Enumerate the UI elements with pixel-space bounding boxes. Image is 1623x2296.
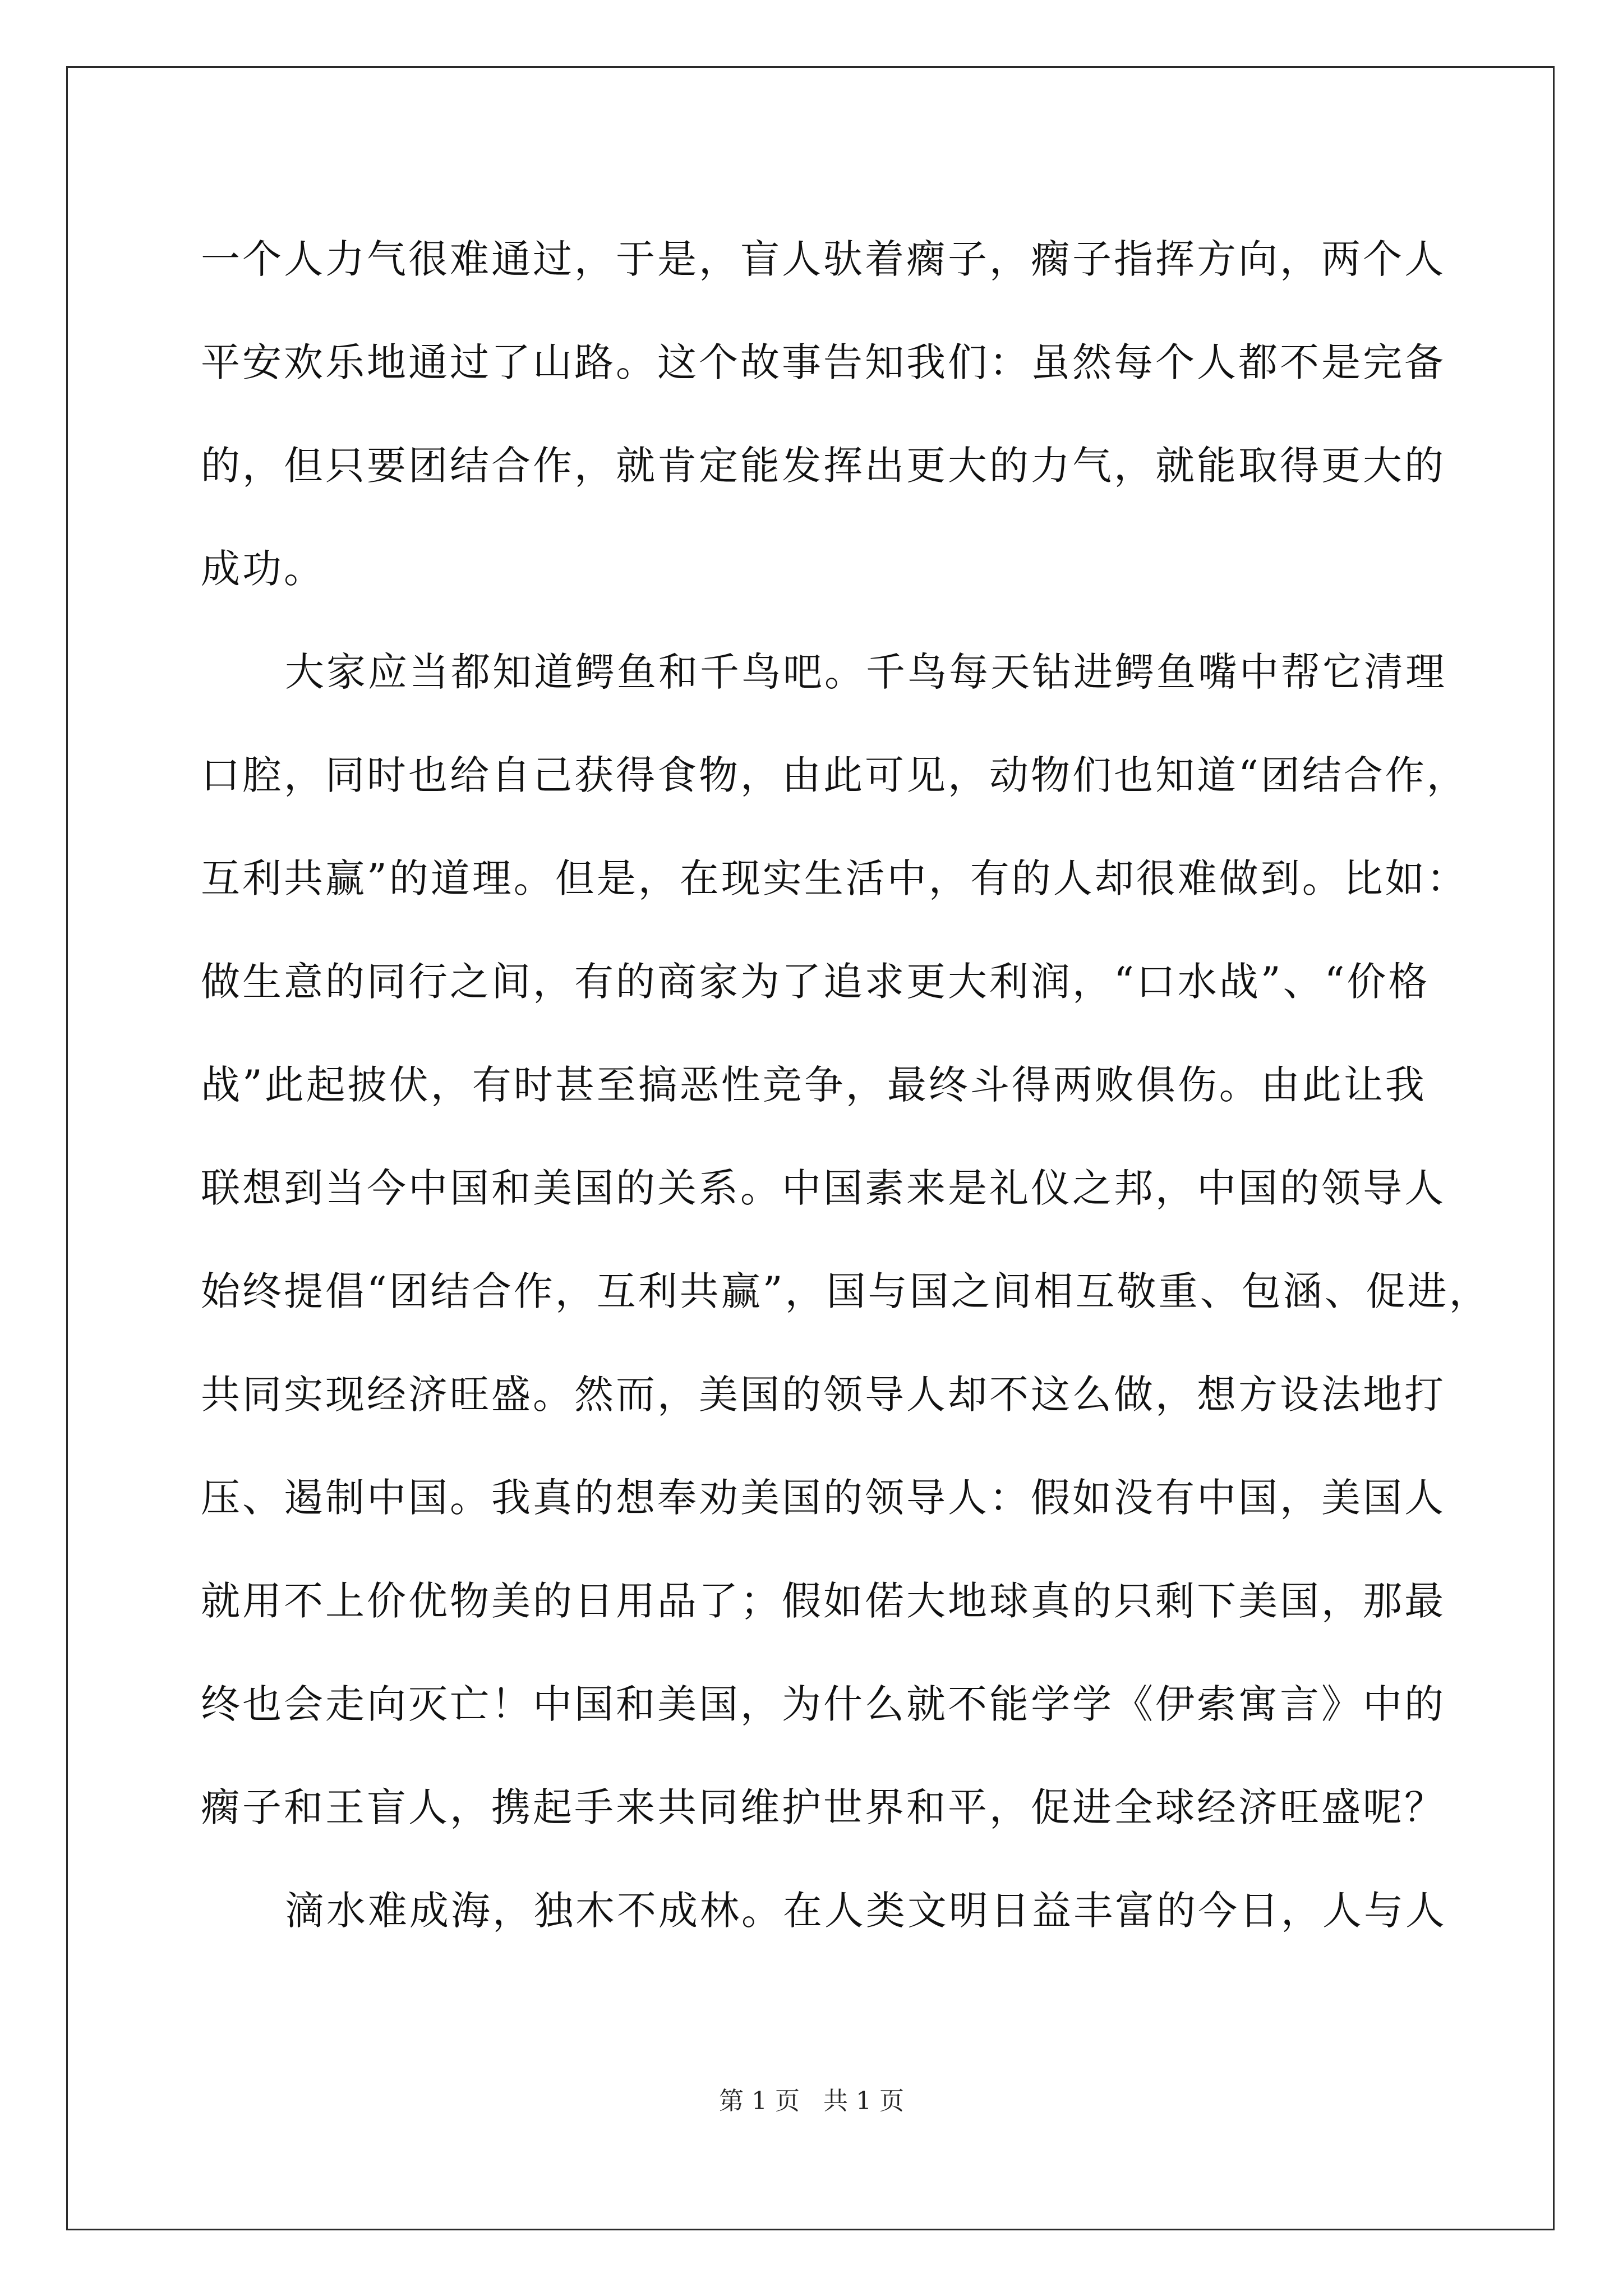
document-body	[201, 208, 1491, 1962]
text-line: 一个人力气很难通过，于是，盲人驮着瘸子，瘸子指挥方向，两个人	[201, 236, 1446, 282]
text-line: 战”此起披伏，有时甚至搞恶性竞争，最终斗得两败俱伤。由此让我	[201, 1062, 1427, 1108]
text-line: 平安欢乐地通过了山路。这个故事告知我们：虽然每个人都不是完备	[201, 339, 1446, 385]
text-line: 瘸子和王盲人，携起手来共同维护世界和平，促进全球经济旺盛呢？	[201, 1784, 1446, 1830]
text-line: 始终提倡“团结合作，互利共赢”，国与国之间相互敬重、包涵、促进，	[201, 1268, 1491, 1314]
page-number: 第 1 页 共 1 页	[719, 2087, 904, 2115]
text-line: 做生意的同行之间，有的商家为了追求更大利润，“口水战”、“价格	[201, 959, 1430, 1005]
text-line: 终也会走向灭亡！中国和美国，为什么就不能学学《伊索寓言》中的	[201, 1681, 1446, 1727]
page-footer	[0, 2085, 1623, 2118]
text-line: 互利共赢”的道理。但是，在现实生活中，有的人却很难做到。比如：	[201, 855, 1468, 901]
paragraph-start-line: 滴水难成海，独木不成林。在人类文明日益丰富的今日，人与人	[285, 1888, 1447, 1934]
text-line: 共同实现经济旺盛。然而，美国的领导人却不这么做，想方设法地打	[201, 1372, 1446, 1418]
text-line: 成功。	[201, 546, 325, 592]
text-line: 压、遏制中国。我真的想奉劝美国的领导人：假如没有中国，美国人	[201, 1475, 1446, 1521]
paragraph-start-line: 大家应当都知道鳄鱼和千鸟吧。千鸟每天钻进鳄鱼嘴中帮它清理	[285, 649, 1447, 695]
text-line: 就用不上价优物美的日用品了；假如偌大地球真的只剩下美国，那最	[201, 1578, 1446, 1624]
text-line: 的，但只要团结合作，就肯定能发挥出更大的力气，就能取得更大的	[201, 443, 1446, 489]
text-line: 口腔，同时也给自己获得食物，由此可见，动物们也知道“团结合作，	[201, 752, 1468, 798]
text-line: 联想到当今中国和美国的关系。中国素来是礼仪之邦，中国的领导人	[201, 1165, 1446, 1211]
